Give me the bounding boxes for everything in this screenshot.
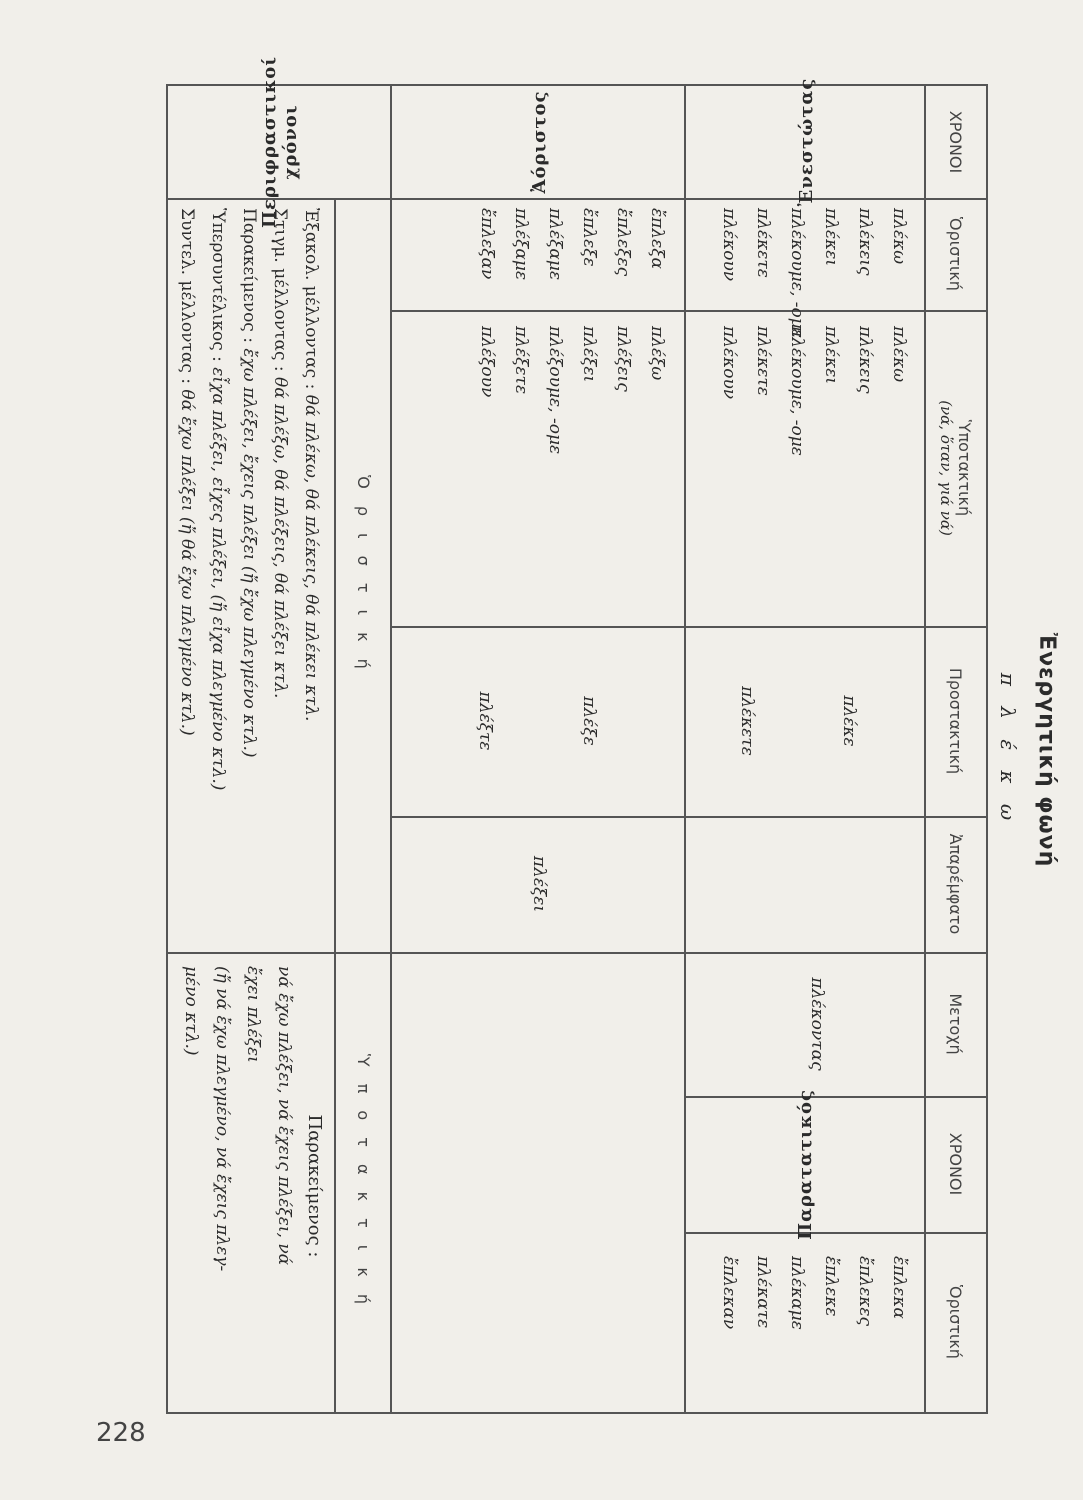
form: πλέκουμε, -ομε <box>787 208 807 338</box>
list-item <box>202 208 233 948</box>
header-xronoi-2: ΧΡΟΝΟΙ <box>946 1132 966 1196</box>
list-item <box>171 208 202 948</box>
form: ἔπλεκε <box>821 1256 841 1317</box>
form: πλέκω <box>889 208 909 265</box>
header-oristiki-2: Ὁριστική <box>946 1285 966 1359</box>
header-oristiki: Ὁριστική <box>946 217 966 291</box>
tense-forms: εἶχα πλέξει, εἶχες πλέξει, (ἤ εἶχα πλεγμένο κτλ.) <box>208 367 228 791</box>
form: πλέκαμε <box>787 1256 807 1330</box>
conjugation-table <box>166 55 988 1414</box>
row-label-periphrastic: Περιφραστικοί χρόνοι <box>259 55 301 229</box>
enestotas-ypotaktiki <box>712 326 916 616</box>
enestotas-oristiki <box>712 208 916 338</box>
form: πλέκει <box>821 326 841 385</box>
form: πλέξαμε <box>511 208 531 281</box>
header-ypotaktiki-cell <box>926 310 986 626</box>
form: ἔπλεξαν <box>477 208 497 280</box>
subj-form-line: (ἤ νά ἔχω πλεγμένο, νά ἔχεις πλεγ- <box>212 966 232 1272</box>
aoristos-prostaktiki-sg: πλέξε <box>579 696 599 746</box>
row-label-paratatikos-cell <box>686 1088 926 1240</box>
tense-forms: ἔχω πλέξει, ἔχεις πλέξει (ἤ ἔχω πλεγμένο κτλ.) <box>239 348 259 758</box>
subj-form-line: ἔχει πλέξει <box>243 966 263 1063</box>
tense-name: Ὑπερσυντέλικος : <box>208 208 228 362</box>
form: πλέξω <box>647 326 667 381</box>
form: πλέκει <box>821 208 841 267</box>
list-item <box>295 208 326 948</box>
header-metoxi: Μετοχή <box>946 993 966 1055</box>
enestotas-prostaktiki-pl: πλέκετε <box>737 686 757 756</box>
list-item <box>264 208 295 948</box>
row-label-enestotas: Ἐνεστώτας <box>795 77 817 207</box>
page-title: Ἐνεργητική φωνή <box>1034 632 1059 868</box>
form: ἔπλεκες <box>855 1256 875 1326</box>
form: πλέκω <box>889 326 909 383</box>
header-ypotaktiki-sub: (νά, ὅταν, γιά νά) <box>937 400 956 536</box>
enestotas-prostaktiki-sg: πλέκε <box>839 695 859 747</box>
periphrastic-ypotaktiki <box>175 966 330 1406</box>
subj-form-line: νά ἔχω πλέξει, νά ἔχεις πλέξει, νά <box>274 966 294 1266</box>
enestotas-metoxi: πλέκοντας <box>807 977 827 1071</box>
periphrastic-oristiki-lines <box>171 208 326 948</box>
form: ἔπλεξα <box>647 208 667 270</box>
form: ἔπλεξες <box>613 208 633 277</box>
aoristos-prostaktiki-pl: πλέξτε <box>475 691 495 751</box>
form: πλέκατε <box>753 1256 773 1329</box>
tense-name: Συντελ. μέλλοντας : <box>177 208 197 384</box>
form: ἔπλεκαν <box>719 1256 739 1330</box>
form: ἔπλεκα <box>889 1256 909 1319</box>
tense-forms: θά πλέκω, θά πλέκεις, θά πλέκει κτλ. <box>301 394 321 722</box>
tense-name: Στιγμ. μέλλοντας : <box>270 208 290 372</box>
form: πλέξουν <box>477 326 497 398</box>
paratatikos-oristiki <box>712 1256 916 1406</box>
tense-forms: θά ἔχω πλέξει (ἤ θά ἔχω πλεγμένο κτλ.) <box>177 389 197 736</box>
header-ypotaktiki: Ὑποτακτική <box>955 419 975 517</box>
form: πλέξετε <box>511 326 531 395</box>
subj-tense-name: Παρακείμενος : <box>304 1114 325 1258</box>
form: πλέξουμε, -ομε <box>545 326 565 455</box>
list-item <box>233 208 264 948</box>
form: ἔπλεξε <box>579 208 599 267</box>
row-label-aoristos: Ἀόριστος <box>528 90 550 194</box>
aoristos-ypotaktiki <box>470 326 674 616</box>
form: πλέκουν <box>719 208 739 282</box>
periphrastic-oristiki-header: Ὁ ρ ι σ τ ι κ ή <box>354 475 374 675</box>
page-number: 228 <box>96 1418 146 1448</box>
verb-heading: π λ έ κ ω <box>996 672 1020 828</box>
form: πλέξαμε <box>545 208 565 281</box>
tense-name: Ἐξακολ. μέλλοντας : <box>301 208 321 390</box>
form: πλέκετε <box>753 208 773 278</box>
form: πλέκεις <box>855 326 875 394</box>
periphrastic-ypotaktiki-header: Ὑ π ο τ α κ τ ι κ ή <box>354 1054 374 1310</box>
aoristos-oristiki <box>470 208 674 308</box>
form: πλέκετε <box>753 326 773 396</box>
header-aparemfato: Ἀπαρέμφατο <box>946 833 966 935</box>
subj-form-line: μένο κτλ.) <box>181 966 201 1056</box>
form: πλέκουν <box>719 326 739 400</box>
tense-name: Παρακείμενος : <box>239 208 259 343</box>
form: πλέξεις <box>613 326 633 392</box>
header-prostaktiki: Προστακτική <box>946 667 966 775</box>
form: πλέξει <box>579 326 599 383</box>
header-xronoi: ΧΡΟΝΟΙ <box>946 110 966 174</box>
row-label-paratatikos: Παρατατικός <box>795 1088 817 1240</box>
tense-forms: θά πλέξω, θά πλέξεις, θά πλέξει κτλ. <box>270 377 290 699</box>
form: πλέκεις <box>855 208 875 276</box>
aoristos-aparemfato: πλέξει <box>529 855 549 913</box>
form: πλέκουμε, -ομε <box>787 326 807 456</box>
